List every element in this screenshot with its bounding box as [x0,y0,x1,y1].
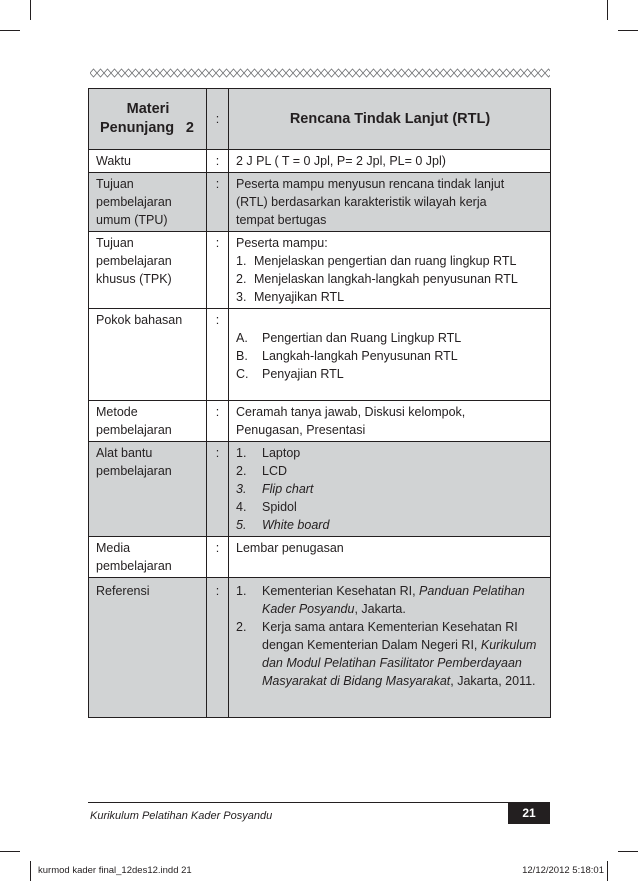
reference-title: Panduan Pelatihan Kader Posyandu [262,584,525,616]
item-text: Menjelaskan langkah-langkah penyusunan RTL [254,272,518,286]
item-letter: A. [236,331,248,345]
reference-item [236,582,544,618]
reference-list [236,582,544,690]
item-text: LCD [262,464,288,478]
reference-text [262,618,544,690]
colon: : [207,89,229,150]
row-value [229,401,551,442]
item-number: 3. [236,482,247,496]
label-line: umum (TPU) [96,213,168,227]
header-title: Rencana Tindak Lanjut (RTL) [229,89,551,150]
colon: : [207,232,229,309]
footer-title: Kurikulum Pelatihan Kader Posyandu [90,810,273,822]
table-row [89,578,551,718]
row-value [229,309,551,401]
value-line: (RTL) berdasarkan karakteristik wilayah kerja [236,195,487,209]
item-text: Spidol [262,500,297,514]
list-item [236,347,544,365]
item-text: Langkah-langkah Penyusunan RTL [262,349,458,363]
table-row [89,401,551,442]
row-label: Pokok bahasan [89,309,207,401]
tools-list [236,444,544,534]
row-label [89,401,207,442]
row-label [89,537,207,578]
crop-mark [618,30,638,31]
header-materi-label: Materi [126,101,170,117]
item-number: 4. [236,500,247,514]
decorative-diamond-border [90,67,550,79]
objective-list [236,252,544,306]
table-row [89,150,551,173]
label-line: khusus (TPK) [96,272,172,286]
row-value: Lembar penugasan [229,537,551,578]
item-number: 2. [236,620,247,634]
list-item [236,498,544,516]
header-penunjang-label: Penunjang [100,120,175,136]
crop-mark [618,851,638,852]
label-line: pembelajaran [96,254,172,268]
table-row [89,173,551,232]
footer-rule [88,802,508,803]
item-number: 2. [236,272,247,286]
list-item [236,252,544,270]
label-line: pembelajaran [96,423,172,437]
item-text: Menyajikan RTL [254,290,345,304]
row-value [229,173,551,232]
table-row [89,537,551,578]
list-item [236,462,544,480]
item-text: Flip chart [262,482,314,496]
colon: : [207,173,229,232]
row-value [229,232,551,309]
reference-place: , Jakarta. [354,602,406,616]
topic-list [236,329,544,383]
crop-mark [607,861,608,881]
colon: : [207,150,229,173]
value-line: Peserta mampu: [236,236,328,250]
row-label: Referensi [89,578,207,718]
list-item [236,480,544,498]
reference-place: , Jakarta, 2011. [450,674,536,688]
list-item [236,444,544,462]
item-number: 1. [236,446,247,460]
curriculum-table [88,88,551,718]
row-label: Waktu [89,150,207,173]
list-item [236,365,544,383]
colon: : [207,442,229,537]
page-number: 21 [508,802,550,824]
table-row [89,442,551,537]
crop-mark [0,30,20,31]
value-line: Peserta mampu menyusun rencana tindak lanjut [236,177,505,191]
header-number: 2 [185,120,194,136]
item-letter: C. [236,367,249,381]
slug-filename: kurmod kader final_12des12.indd 21 [38,865,192,876]
colon: : [207,309,229,401]
row-value [229,578,551,718]
table-row [89,309,551,401]
row-value: 2 J PL ( T = 0 Jpl, P= 2 Jpl, PL= 0 Jpl) [229,150,551,173]
reference-title: Kurikulum dan Modul Pelatihan Fasilitator Pemberdayaan Masyarakat di Bidang Masyarakat [262,638,537,688]
label-line: Media [96,541,131,555]
item-letter: B. [236,349,248,363]
row-label [89,442,207,537]
list-item [236,329,544,347]
colon: : [207,537,229,578]
item-number: 2. [236,464,247,478]
label-line: Tujuan [96,177,134,191]
label-line: Tujuan [96,236,134,250]
row-value [229,442,551,537]
crop-mark [0,851,20,852]
row-label [89,232,207,309]
item-text: Pengertian dan Ruang Lingkup RTL [262,331,462,345]
label-line: Metode [96,405,138,419]
header-materi-cell [89,89,207,150]
table-row [89,232,551,309]
colon: : [207,578,229,718]
label-line: pembelajaran [96,464,172,478]
item-text: Penyajian RTL [262,367,344,381]
reference-author: Kementerian Kesehatan RI, [262,584,420,598]
value-line: Ceramah tanya jawab, Diskusi kelompok, [236,405,466,419]
crop-mark [30,0,31,20]
reference-text [262,582,544,618]
item-number: 3. [236,290,247,304]
value-line: Penugasan, Presentasi [236,423,366,437]
reference-author: Kerja sama antara Kementerian Kesehatan RI dengan Kementerian Dalam Negeri RI, [262,620,518,652]
label-line: Alat bantu [96,446,153,460]
crop-mark [30,861,31,881]
reference-item [236,618,544,690]
colon: : [207,401,229,442]
row-label [89,173,207,232]
label-line: pembelajaran [96,195,172,209]
list-item [236,270,544,288]
list-item [236,516,544,534]
item-number: 5. [236,518,247,532]
item-text: Menjelaskan pengertian dan ruang lingkup RTL [254,254,517,268]
item-text: Laptop [262,446,301,460]
item-text: White board [262,518,330,532]
slug-timestamp: 12/12/2012 5:18:01 [522,865,604,876]
item-number: 1. [236,584,247,598]
label-line: pembelajaran [96,559,172,573]
list-item [236,288,544,306]
crop-mark [607,0,608,20]
item-number: 1. [236,254,247,268]
table-header-row [89,89,551,150]
value-line: tempat bertugas [236,213,327,227]
